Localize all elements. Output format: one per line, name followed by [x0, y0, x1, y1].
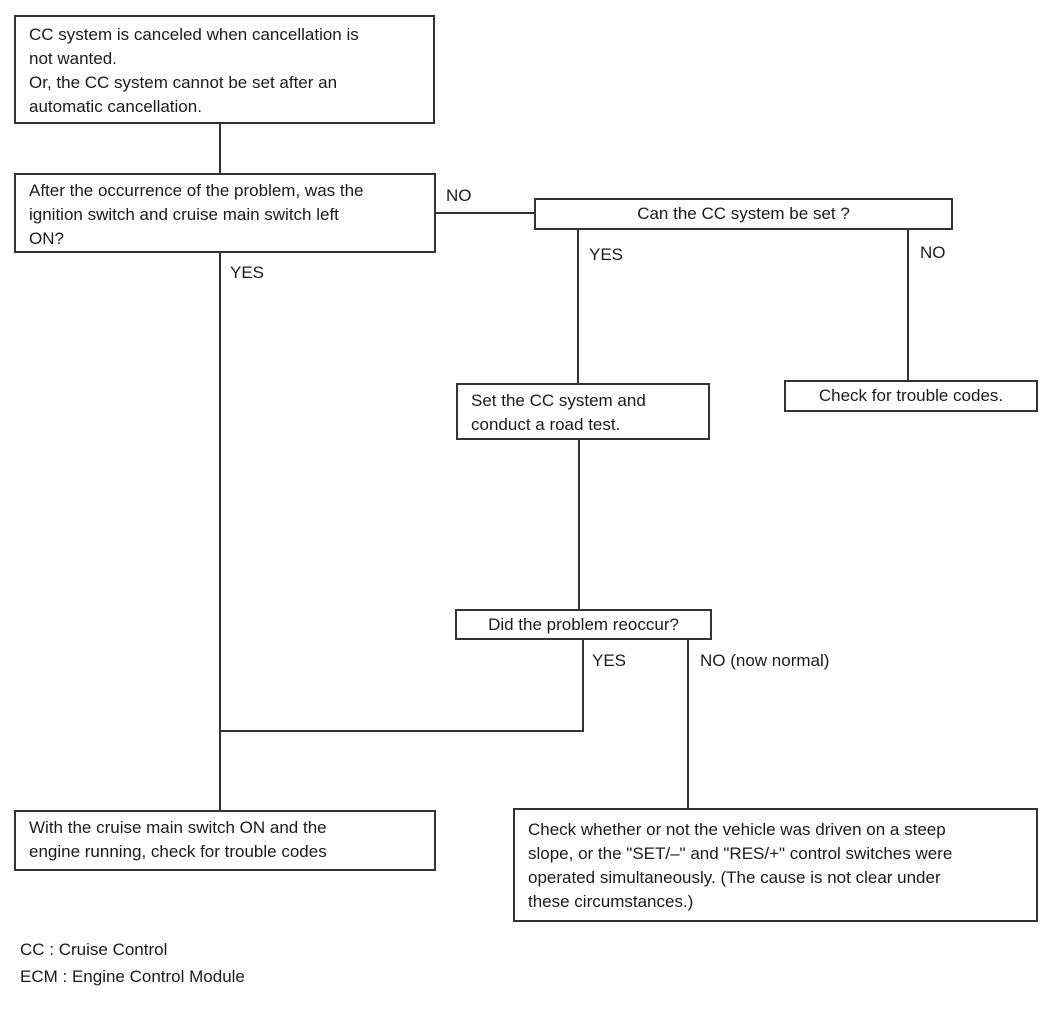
- edge-label-canset-no: NO: [920, 243, 946, 262]
- connector-symptom-to-ignition: [219, 124, 221, 173]
- node-reoccur-question: Did the problem reoccur?: [455, 609, 712, 640]
- node-can-set-question: Can the CC system be set ?: [534, 198, 953, 230]
- connector-ignition-yes-main-vertical: [219, 253, 221, 810]
- connector-reoccur-no-down: [687, 640, 689, 808]
- node-road-test: Set the CC system and conduct a road test.: [456, 383, 710, 440]
- connector-reoccur-yes-horizontal: [219, 730, 584, 732]
- connector-canset-yes-down: [577, 230, 579, 383]
- edge-label-canset-yes: YES: [589, 245, 624, 264]
- connector-reoccur-yes-down: [582, 640, 584, 732]
- node-ignition-question: After the occurrence of the problem, was the ignition switch and cruise main switch left ON?: [14, 173, 436, 253]
- edge-label-reoccur-no: NO (now normal): [700, 651, 830, 670]
- legend-abbreviations: CC : Cruise Control ECM : Engine Control Module: [20, 940, 245, 986]
- node-check-codes-engine-running: With the cruise main switch ON and the engine running, check for trouble codes: [14, 810, 436, 871]
- connector-roadtest-to-reoccur: [578, 440, 580, 609]
- connector-canset-no-down: [907, 230, 909, 380]
- node-check-trouble-codes: Check for trouble codes.: [784, 380, 1038, 412]
- edge-label-reoccur-yes: YES: [592, 651, 627, 670]
- node-check-steep-slope: Check whether or not the vehicle was driven on a steep slope, or the "SET/–" and "RES/+" control switches were operated simultaneously. (The cause is not clear under these circumstances.): [513, 808, 1038, 922]
- edge-label-ignition-yes: YES: [230, 263, 265, 282]
- connector-ignition-no-horizontal: [436, 212, 534, 214]
- edge-label-ignition-no: NO: [446, 186, 472, 205]
- node-symptom: CC system is canceled when cancellation is not wanted. Or, the CC system cannot be set after an automatic cancellation.: [14, 15, 435, 124]
